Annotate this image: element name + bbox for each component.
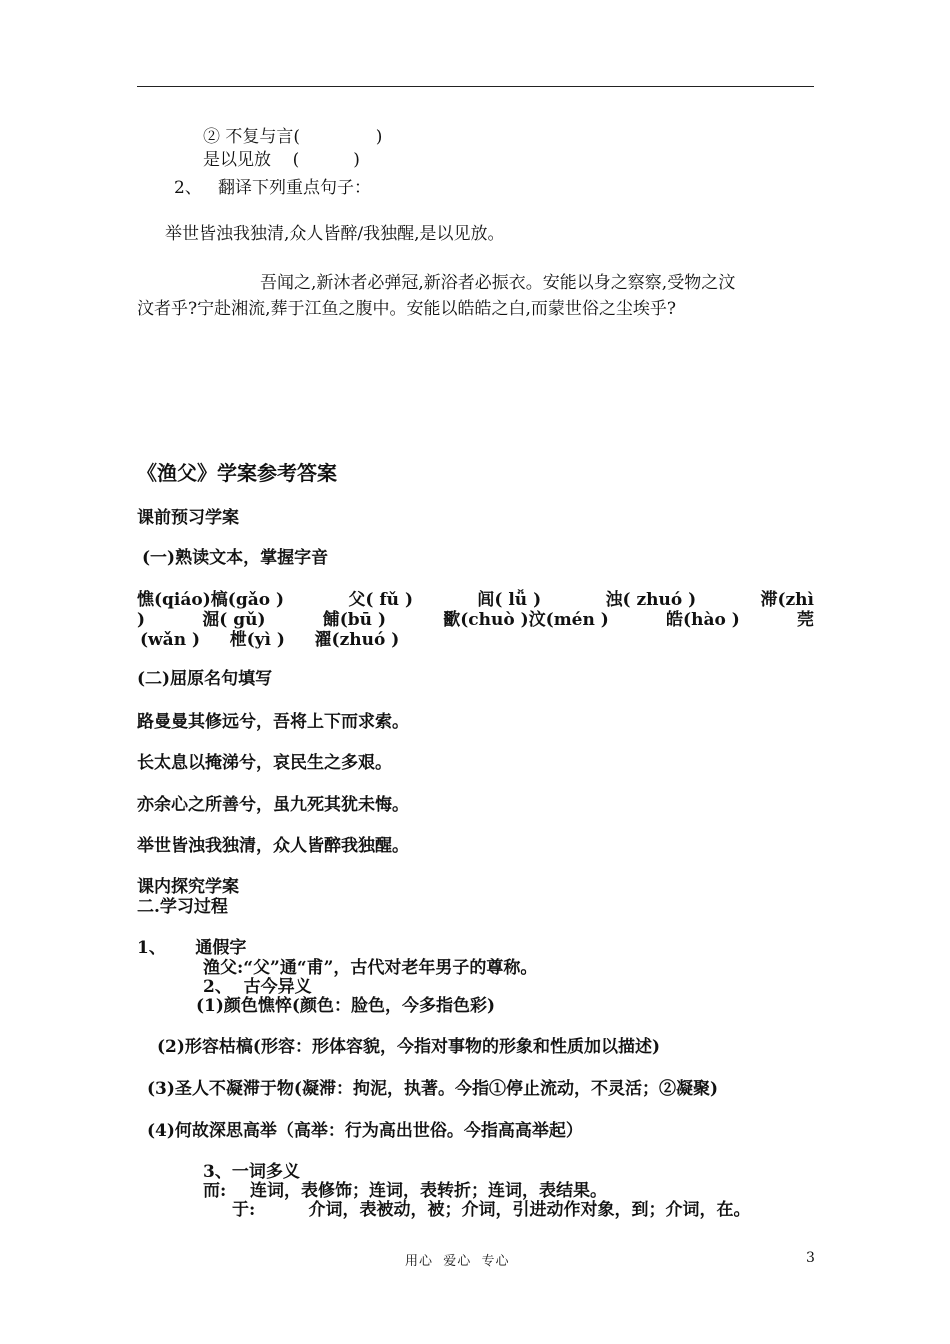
quote-1: 路曼曼其修远兮，吾将上下而求索。	[137, 712, 409, 732]
pinyin-item: 滞(zhì	[760, 590, 814, 610]
process-heading: 二.学习过程	[137, 897, 228, 917]
translate-sentence-2: 吾闻之,新沐者必弹冠,新浴者必振衣。安能以身之察察,受物之汶	[260, 273, 736, 293]
header-rule	[137, 86, 814, 87]
pinyin-item: 莞	[797, 610, 814, 630]
pinyin-item: 皓(hào )	[666, 610, 740, 630]
translate-sentence-2-cont: 汶者乎?宁赴湘流,葬于江鱼之腹中。安能以皓皓之白,而蒙世俗之尘埃乎?	[137, 299, 677, 319]
pinyin-item: 父( fǔ )	[348, 590, 414, 610]
inclass-heading: 课内探究学案	[137, 877, 239, 897]
item3-heading: 3、一词多义	[203, 1162, 300, 1182]
pinyin-item: 闾( lǚ )	[477, 590, 542, 610]
item2-2: (2)形容枯槁(形容：形体容貌，今指对事物的形象和性质加以描述)	[157, 1037, 661, 1057]
item1-heading: 1、 通假字	[137, 938, 247, 958]
pinyin-item: 歠(chuò )汶(mén )	[443, 610, 609, 630]
footer-motto: 用心 爱心 专心	[405, 1254, 510, 1269]
item3-er: 而: 连词，表修饰；连词，表转折；连词，表结果。	[203, 1181, 607, 1201]
part2-heading: (二)屈原名句填写	[137, 669, 273, 689]
item2-3: (3)圣人不凝滞于物(凝滞：拘泥，执著。今指①停止流动，不灵活；②凝聚)	[147, 1079, 719, 1099]
page-number: 3	[806, 1250, 815, 1266]
item2-heading: 2、 古今异义	[203, 977, 312, 997]
answer-title: 《渔父》学案参考答案	[137, 461, 337, 485]
question-item-2: ② 不复与言( )	[203, 127, 383, 147]
part1-heading: (一)熟读文本，掌握字音	[142, 548, 329, 568]
pinyin-item: 憔(qiáo)槁(gǎo )	[137, 590, 285, 610]
pinyin-row-2	[137, 610, 814, 630]
translate-sentence-1: 举世皆浊我独清,众人皆醉/我独醒,是以见放。	[165, 224, 505, 244]
translate-heading: 2、 翻译下列重点句子：	[174, 178, 372, 198]
pinyin-row-3: (wǎn ) 枻(yì ) 濯(zhuó )	[140, 630, 400, 650]
quote-4: 举世皆浊我独清，众人皆醉我独醒。	[137, 836, 409, 856]
item1-text: 渔父:“父”通“甫”，古代对老年男子的尊称。	[203, 958, 538, 978]
pinyin-row-1	[137, 590, 814, 610]
quote-3: 亦余心之所善兮，虽九死其犹未悔。	[137, 795, 409, 815]
pinyin-item: 餔(bū )	[322, 610, 387, 630]
question-item-3: 是以见放 ( )	[203, 150, 360, 170]
item2-4: (4)何故深思高举（高举：行为高出世俗。今指高高举起）	[147, 1121, 583, 1141]
preview-heading: 课前预习学案	[137, 508, 239, 528]
item3-yu: 于: 介词，表被动，被；介词，引进动作对象，到；介词，在。	[232, 1200, 751, 1220]
pinyin-item: 浊( zhuó )	[605, 590, 697, 610]
item2-1: (1)颜色憔悴(颜色：脸色，今多指色彩)	[196, 996, 496, 1016]
quote-2: 长太息以掩涕兮，哀民生之多艰。	[137, 753, 392, 773]
pinyin-item: )	[137, 610, 146, 630]
pinyin-item: 淈( gǔ)	[202, 610, 266, 630]
